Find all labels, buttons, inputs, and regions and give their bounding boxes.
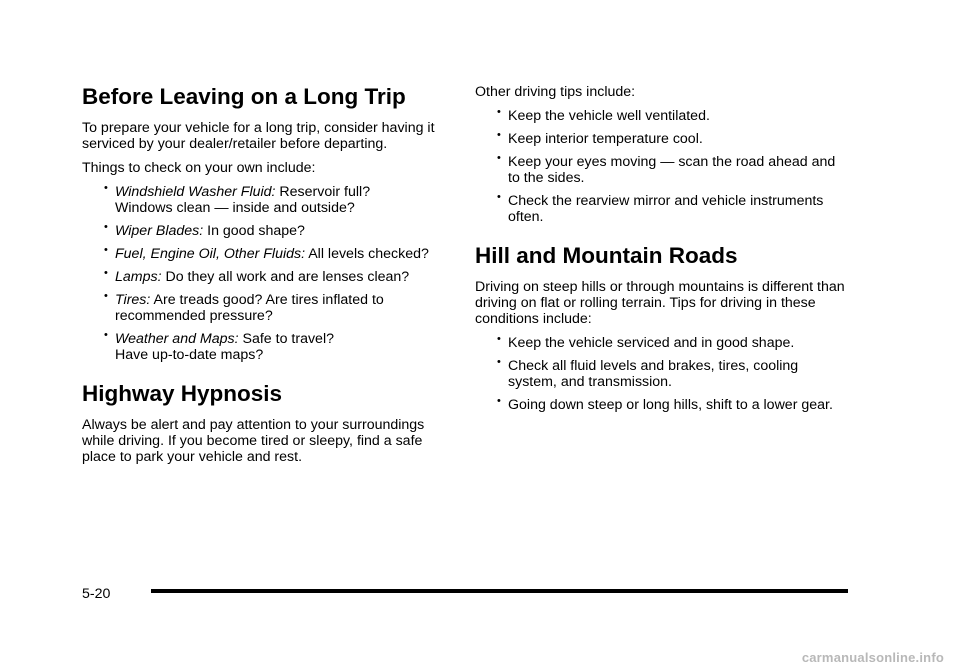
long-trip-checklist-lead: Things to check on your own include: [82,159,316,176]
long-trip-intro: To prepare your vehicle for a long trip, consider having it serviced by your dealer/retailer before departing. [82,119,435,152]
driving-tips-lead: Other driving tips include: [475,84,636,100]
hill-mountain-body: Driving on steep hills or through mountains is different than driving on flat or rolling terrain. Tips for driving in these conditions include: [475,278,845,327]
list-item-text: Keep the vehicle serviced and in good shape. [508,334,795,351]
bullet-icon: • [497,152,501,164]
bullet-icon: • [497,355,501,368]
section-heading-hill-mountain-roads: Hill and Mountain Roads [475,243,738,268]
hill-mountain-tips-list [475,332,847,413]
list-item-text: In good shape? [203,222,305,239]
list-item-text: Going down steep or long hills, shift to a lower gear. [508,396,833,413]
bullet-icon: • [497,394,501,407]
list-item [82,220,454,239]
footer-rule [151,589,848,593]
bullet-icon: • [104,266,108,279]
list-item [475,131,847,147]
section-heading-highway-hypnosis: Highway Hypnosis [82,380,283,406]
site-watermark[interactable]: carmanualsonline.info [801,650,944,665]
list-item-term: Windshield Washer Fluid: [115,183,276,200]
list-item-text: Keep the vehicle well ventilated. [508,108,710,124]
list-item-term: Weather and Maps: [115,330,239,347]
list-item-term: Lamps: [115,268,162,285]
bullet-icon: • [104,289,108,302]
left-column [82,84,454,473]
list-item [82,243,454,262]
section-heading-long-trip: Before Leaving on a Long Trip [82,84,406,109]
list-item-text: Check the rearview mirror and vehicle instruments often. [508,193,824,225]
driving-tips-list [475,108,847,225]
bullet-icon: • [104,220,108,233]
list-item-text-continued: recommended pressure? [115,307,273,324]
list-item [82,181,454,216]
bullet-icon: • [104,243,108,256]
list-item-text: Keep your eyes moving — scan the road ahead and to the sides. [508,154,836,186]
list-item-text-continued: Have up-to-date maps? [115,346,264,363]
right-column [475,84,847,420]
list-item-text: Reservoir full? [275,183,371,200]
list-item [82,328,454,363]
page-number: 5-20 [82,586,111,602]
bullet-icon: • [497,191,501,203]
list-item [475,154,847,186]
bullet-icon: • [497,106,501,118]
list-item [475,394,847,413]
list-item [475,355,847,390]
long-trip-checklist [82,181,454,363]
bullet-icon: • [104,181,108,194]
list-item [82,266,454,285]
list-item [82,289,454,324]
highway-hypnosis-body: Always be alert and pay attention to your surroundings while driving. If you become tired or sleepy, find a safe place to park your vehicle and rest. [82,416,425,465]
list-item-term: Wiper Blades: [115,222,204,239]
list-item-term: Fuel, Engine Oil, Other Fluids: [115,245,306,262]
list-item-text: Keep interior temperature cool. [508,131,703,147]
list-item [475,193,847,225]
list-item-term: Tires: [115,291,151,308]
list-item-text: Safe to travel? [238,330,334,347]
list-item-text-continued: Windows clean — inside and outside? [115,199,355,216]
bullet-icon: • [497,332,501,345]
list-item-text: Do they all work and are lenses clean? [161,268,410,285]
bullet-icon: • [497,129,501,141]
list-item-text: All levels checked? [305,245,429,262]
list-item [475,108,847,124]
bullet-icon: • [104,328,108,341]
list-item-text: Are treads good? Are tires inflated to [150,291,384,308]
list-item-text: Check all fluid levels and brakes, tires, cooling system, and transmission. [508,357,799,390]
list-item [475,332,847,351]
